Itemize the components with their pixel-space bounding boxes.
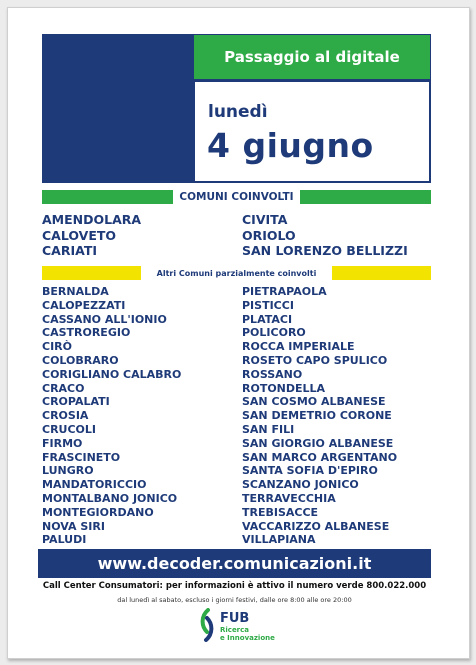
logo-tagline [220, 626, 275, 642]
comune-item: SAN COSMO ALBANESE [242, 395, 386, 409]
comune-item: SCANZANO JONICO [242, 478, 359, 492]
comune-item: CROPALATI [42, 395, 110, 409]
partial-section-bar [42, 266, 431, 280]
comune-item: SAN GIORGIO ALBANESE [242, 436, 394, 450]
comune-item: TREBISACCE [242, 505, 319, 519]
comune-item: NOVA SIRI [42, 519, 105, 533]
comune-item: ROSETO CAPO SPULICO [242, 353, 388, 367]
comune-item: CRACO [42, 381, 85, 395]
comune-item: AMENDOLARA [42, 212, 142, 227]
comune-item: LUNGRO [42, 464, 94, 478]
partial-comuni-right-list [242, 285, 397, 547]
comune-item: PISTICCI [242, 298, 294, 312]
header-blue-block [42, 34, 193, 183]
comune-item: CALOPEZZATI [42, 298, 126, 312]
comune-item: PIETRAPAOLA [242, 285, 327, 298]
comune-item: CASTROREGIO [42, 326, 131, 340]
comune-item: CIVITA [242, 212, 288, 227]
callcenter-info: Call Center Consumatori: per informazioni è attivo il numero verde 800.022.000 [42, 581, 427, 591]
callcenter-hours: dal lunedì al sabato, escluso i giorni festivi, dalle ore 8:00 alle ore 20:00 [117, 596, 352, 604]
comune-item: CIRÒ [42, 340, 72, 354]
comune-item: SANTA SOFIA D'EPIRO [242, 464, 378, 478]
header-title: Passaggio al digitale [193, 34, 431, 80]
main-comuni-right-list [242, 212, 408, 259]
comune-item: VILLAPIANA [242, 533, 316, 547]
main-comuni-left-list [42, 212, 141, 259]
fub-logo-icon [197, 608, 219, 642]
website-url-bar[interactable]: www.decoder.comunicazioni.it [38, 549, 431, 578]
comune-item: CROSIA [42, 409, 89, 423]
logo-name: FUB [220, 611, 250, 626]
partial-section-label: Altri Comuni parzialmente coinvolti [141, 266, 332, 280]
comune-item: VACCARIZZO ALBANESE [242, 519, 390, 533]
main-section-label: COMUNI COINVOLTI [173, 190, 300, 204]
comune-item: MONTEGIORDANO [42, 505, 154, 519]
comune-item: SAN FILI [242, 422, 295, 436]
comune-item: ROSSANO [242, 367, 303, 381]
comune-item: MANDATORICCIO [42, 478, 147, 492]
comune-item: PLATACI [242, 312, 293, 326]
comune-item: CALOVETO [42, 227, 117, 243]
comune-item: ORIOLO [242, 227, 296, 243]
comune-item: SAN MARCO ARGENTANO [242, 450, 398, 464]
comune-item: PALUDI [42, 533, 87, 547]
comune-item: MONTALBANO JONICO [42, 491, 178, 505]
comune-item: ROTONDELLA [242, 381, 326, 395]
comune-item: ROCCA IMPERIALE [242, 340, 355, 354]
comune-item: COLOBRARO [42, 353, 119, 367]
partial-comuni-left-list [42, 285, 181, 547]
date-label: 4 giugno [207, 126, 374, 165]
comune-item: CRUCOLI [42, 422, 97, 436]
logo-tagline-line-2: e Innovazione [220, 634, 275, 642]
fub-logo [197, 608, 287, 648]
comune-item: SAN LORENZO BELLIZZI [242, 243, 408, 258]
main-section-bar [42, 190, 431, 204]
comune-item: CARIATI [42, 243, 98, 258]
date-box [193, 80, 431, 183]
comune-item: CORIGLIANO CALABRO [42, 367, 182, 381]
comune-item: CASSANO ALL'IONIO [42, 312, 167, 326]
logo-tagline-line-1: Ricerca [220, 626, 250, 634]
comune-item: FRASCINETO [42, 450, 121, 464]
comune-item: SAN DEMETRIO CORONE [242, 409, 392, 423]
comune-item: BERNALDA [42, 285, 109, 298]
comune-item: POLICORO [242, 326, 306, 340]
comune-item: TERRAVECCHIA [242, 491, 336, 505]
day-label: lunedì [208, 102, 268, 122]
comune-item: FIRMO [42, 436, 83, 450]
